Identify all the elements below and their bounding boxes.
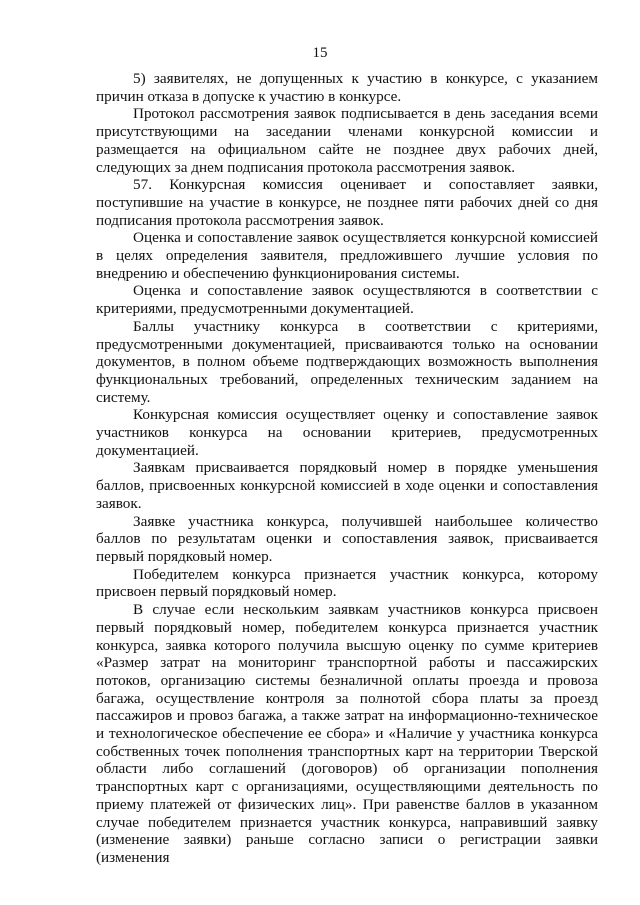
page-number: 15 — [312, 45, 328, 61]
paragraph: Победителем конкурса признается участник конкурса, которому присвоен первый порядковый номер. — [96, 565, 598, 601]
paragraph: Конкурсная комиссия осуществляет оценку и сопоставление заявок участников конкурса на основании критериев, предусмотренных документацией. — [96, 406, 598, 459]
paragraph: Заявке участника конкурса, получившей наибольшее количество баллов по результатам оценки и сопоставления заявок, присваивается первый порядковый номер. — [96, 512, 598, 565]
paragraph: 5) заявителях, не допущенных к участию в конкурсе, с указанием причин отказа в допуске к участию в конкурсе. — [96, 70, 598, 105]
paragraph: Баллы участнику конкурса в соответствии с критериями, предусмотренными документацией, присваиваются только на основании документов, в полном объеме подтверждающих возможность выполнения функциональных требований, определенных техническим заданием на систему. — [96, 317, 598, 406]
paragraph: 57. Конкурсная комиссия оценивает и сопоставляет заявки, поступившие на участие в конкурсе, не позднее пяти рабочих дней со дня подписания протокола рассмотрения заявок. — [96, 176, 598, 229]
paragraph: Заявкам присваивается порядковый номер в порядке уменьшения баллов, присвоенных конкурсной комиссией в ходе оценки и сопоставления заявок. — [96, 459, 598, 512]
paragraph: Оценка и сопоставление заявок осуществляется конкурсной комиссией в целях определения заявителя, предложившего лучшие условия по внедрению и обеспечению функционирования системы. — [96, 229, 598, 282]
paragraph: Оценка и сопоставление заявок осуществляются в соответствии с критериями, предусмотренными документацией. — [96, 282, 598, 318]
paragraph: Протокол рассмотрения заявок подписывается в день заседания всеми присутствующими на заседании членами конкурсной комиссии и размещается на официальном сайте не позднее двух рабочих дней, следующих за днем подписания протокола рассмотрения заявок. — [96, 105, 598, 176]
paragraph: В случае если нескольким заявкам участников конкурса присвоен первый порядковый номер, победителем конкурса признается участник конкурса, заявка которого получила высшую оценку по сумме критериев «Размер затрат на мониторинг транспортной работы и пассажирских потоков, организацию системы безналичной оплаты проезда и провоза багажа, осуществление контроля за полнотой сбора платы за проезд пассажиров и провоз багажа, а также затрат на информационно-техническое и технологическое обеспечение ее сбора» и «Наличие у участника конкурса собственных точек пополнения транспортных карт на территории Тверской области либо соглашений (договоров) об организации пополнения транспортных карт с организациями, осуществляющими деятельность по приему платежей от физических лиц». При равенстве баллов в указанном случае победителем признается участник конкурса, направивший заявку (изменение заявки) раньше согласно записи о регистрации заявки (изменения — [96, 601, 598, 866]
document-body — [96, 70, 598, 867]
